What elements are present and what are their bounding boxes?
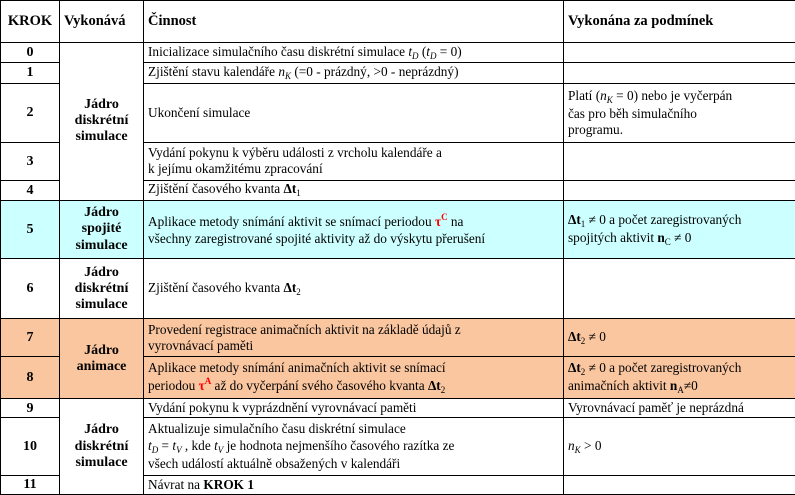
header-vykonana: Vykonána za podmínek bbox=[564, 1, 795, 43]
header-vykonava: Vykonává bbox=[60, 1, 144, 43]
activity-cell bbox=[144, 475, 564, 494]
activity-text: vyrovnávací paměti bbox=[148, 337, 254, 353]
activity-text: Vydání pokynu k výběru události z vrcholu kalendáře a bbox=[148, 145, 442, 160]
condition-text: programu. bbox=[568, 121, 624, 137]
condition-text: Platí ( bbox=[568, 87, 601, 103]
table-row bbox=[1, 399, 795, 418]
activity-text: periodou bbox=[148, 377, 199, 393]
superscript: C bbox=[441, 212, 448, 223]
activity-cell bbox=[144, 43, 564, 63]
condition-text: animačních aktivit bbox=[568, 377, 670, 393]
activity-text: Aktualizuje simulačního času diskrétní simulace bbox=[148, 421, 406, 437]
activity-text: je hodnota nejmenšího časového razítka ze bbox=[223, 437, 455, 453]
table-row bbox=[1, 319, 795, 357]
executor-cell bbox=[60, 319, 144, 399]
condition-text: ≠ 0 a počet zaregistrovaných bbox=[585, 211, 742, 227]
subscript: 1 bbox=[296, 188, 301, 199]
subscript: 2 bbox=[580, 366, 586, 377]
activity-text: k jejímu okamžitému zpracování bbox=[148, 161, 323, 177]
subscript: A bbox=[677, 384, 684, 395]
step-number: 11 bbox=[1, 475, 60, 494]
variable: n bbox=[568, 437, 575, 453]
activity-text: Zjištění časového kvanta bbox=[148, 279, 284, 295]
subscript: V bbox=[176, 444, 182, 455]
variable: t bbox=[408, 43, 413, 59]
activity-cell bbox=[144, 418, 564, 476]
variable: n bbox=[600, 87, 607, 103]
tau-symbol: τ bbox=[434, 214, 442, 230]
activity-cell: Ukončení simulace bbox=[144, 83, 564, 142]
executor-line: animace bbox=[76, 358, 127, 374]
subscript: K bbox=[285, 70, 292, 81]
delta-symbol: Δt bbox=[568, 328, 581, 344]
subscript: D bbox=[429, 50, 437, 61]
condition-cell bbox=[564, 200, 795, 259]
subscript: D bbox=[151, 444, 159, 455]
table-row bbox=[1, 200, 795, 259]
step-number: 6 bbox=[1, 259, 60, 319]
variable: t bbox=[172, 437, 177, 453]
condition-cell bbox=[564, 418, 795, 476]
activity-text: Aplikace metody snímání animačních aktivit se snímací bbox=[148, 359, 446, 375]
condition-cell bbox=[564, 43, 795, 63]
executor-line: Jádro bbox=[84, 264, 119, 280]
activity-text: na bbox=[447, 214, 464, 230]
activity-text: Aplikace metody snímání aktivit se snímací periodou bbox=[148, 214, 435, 230]
executor-cell bbox=[60, 200, 144, 259]
header-row bbox=[1, 1, 795, 43]
step-number: 4 bbox=[1, 180, 60, 200]
condition-cell bbox=[564, 142, 795, 180]
condition-text: ≠ 0 a počet zaregistrovaných bbox=[585, 359, 742, 375]
variable: n bbox=[278, 63, 285, 79]
step-number: 5 bbox=[1, 200, 60, 259]
condition-cell bbox=[564, 83, 795, 142]
subscript: V bbox=[217, 444, 224, 455]
variable: n bbox=[669, 377, 678, 393]
step-number: 9 bbox=[1, 399, 60, 418]
condition-text: čas pro běh simulačního bbox=[568, 105, 697, 121]
step-number: 1 bbox=[1, 62, 60, 83]
condition-text: ≠ 0 bbox=[585, 328, 606, 344]
condition-cell bbox=[564, 357, 795, 399]
executor-line: simulace bbox=[75, 237, 128, 253]
subscript: 2 bbox=[296, 286, 301, 297]
activity-cell: Vydání pokynu k vyprázdnění vyrovnávací paměti bbox=[144, 399, 564, 418]
condition-cell bbox=[564, 259, 795, 319]
condition-text: > 0 bbox=[580, 437, 602, 453]
delta-symbol: Δt bbox=[427, 377, 441, 393]
variable: t bbox=[426, 43, 430, 59]
condition-text: = 0) nebo je vyčerpán bbox=[612, 87, 733, 103]
executor-line: diskrétní bbox=[74, 438, 129, 454]
activity-text: až do vyčerpání svého časového kvanta bbox=[211, 377, 428, 393]
condition-cell: Vyrovnávací paměť je neprázdná bbox=[564, 399, 795, 418]
subscript: D bbox=[412, 50, 419, 61]
subscript: 2 bbox=[580, 335, 586, 346]
activity-text: Provedení registrace animačních aktivit na základě údajů z bbox=[148, 321, 461, 337]
activity-text: ( bbox=[418, 43, 427, 59]
header-cinnost: Činnost bbox=[144, 1, 564, 43]
activity-text: Zjištění časového kvanta bbox=[148, 181, 284, 197]
executor-cell bbox=[60, 399, 144, 495]
step-number: 8 bbox=[1, 357, 60, 399]
executor-line: simulace bbox=[75, 454, 128, 470]
subscript: K bbox=[574, 444, 581, 455]
executor-cell bbox=[60, 259, 144, 319]
executor-line: simulace bbox=[75, 296, 128, 312]
subscript: 1 bbox=[580, 218, 586, 229]
executor-line: diskrétní bbox=[74, 280, 129, 296]
condition-cell bbox=[564, 475, 795, 494]
executor-line: Jádro bbox=[84, 97, 119, 113]
activity-cell bbox=[144, 357, 564, 399]
activity-text: (=0 - prázdný, >0 - neprázdný) bbox=[291, 63, 459, 79]
condition-text: spojitých aktivit bbox=[568, 229, 658, 245]
variable: n bbox=[657, 229, 665, 245]
subscript: 2 bbox=[440, 384, 446, 395]
activity-cell bbox=[144, 319, 564, 357]
executor-line: simulace bbox=[75, 129, 128, 145]
condition-cell bbox=[564, 319, 795, 357]
condition-text: ≠ 0 bbox=[670, 229, 692, 245]
step-number: 0 bbox=[1, 43, 60, 63]
activity-cell bbox=[144, 200, 564, 259]
table-row bbox=[1, 43, 795, 63]
activity-text: = 0) bbox=[436, 43, 462, 59]
delta-symbol: Δt bbox=[568, 211, 581, 227]
activity-cell bbox=[144, 259, 564, 319]
subscript: C bbox=[664, 236, 671, 247]
delta-symbol: Δt bbox=[568, 359, 581, 375]
table-row bbox=[1, 259, 795, 319]
condition-text: ≠0 bbox=[683, 377, 698, 393]
executor-line: diskrétní bbox=[74, 113, 129, 129]
activity-text: všech událostí aktuálně obsažených v kalendáři bbox=[148, 455, 401, 471]
activity-text: všechny zaregistrované spojité aktivity až do výskytu přerušení bbox=[148, 230, 486, 246]
activity-text: Inicializace simulačního času diskrétní simulace bbox=[148, 43, 409, 59]
header-krok: KROK bbox=[1, 1, 60, 43]
step-number: 2 bbox=[1, 83, 60, 142]
variable: t bbox=[214, 437, 218, 453]
subscript: K bbox=[606, 94, 613, 105]
activity-cell bbox=[144, 142, 564, 180]
activity-text: Návrat na bbox=[148, 476, 204, 492]
executor-line: spojité bbox=[81, 221, 122, 237]
activity-text: , kde bbox=[181, 437, 215, 453]
step-reference: KROK 1 bbox=[203, 476, 254, 492]
variable: t bbox=[148, 437, 152, 453]
activity-cell bbox=[144, 180, 564, 200]
condition-cell bbox=[564, 62, 795, 83]
tau-symbol: τ bbox=[198, 377, 205, 393]
condition-cell bbox=[564, 180, 795, 200]
activity-text: Zjištění stavu kalendáře bbox=[148, 63, 279, 79]
executor-line: Jádro bbox=[84, 422, 119, 438]
step-number: 3 bbox=[1, 142, 60, 180]
step-number: 7 bbox=[1, 319, 60, 357]
superscript: A bbox=[204, 375, 212, 386]
executor-cell bbox=[60, 43, 144, 201]
delta-symbol: Δt bbox=[283, 181, 297, 197]
step-number: 10 bbox=[1, 418, 60, 476]
activity-cell bbox=[144, 62, 564, 83]
delta-symbol: Δt bbox=[283, 279, 297, 295]
executor-line: Jádro bbox=[84, 205, 119, 221]
executor-line: Jádro bbox=[84, 342, 119, 358]
activity-text: = bbox=[158, 437, 173, 453]
